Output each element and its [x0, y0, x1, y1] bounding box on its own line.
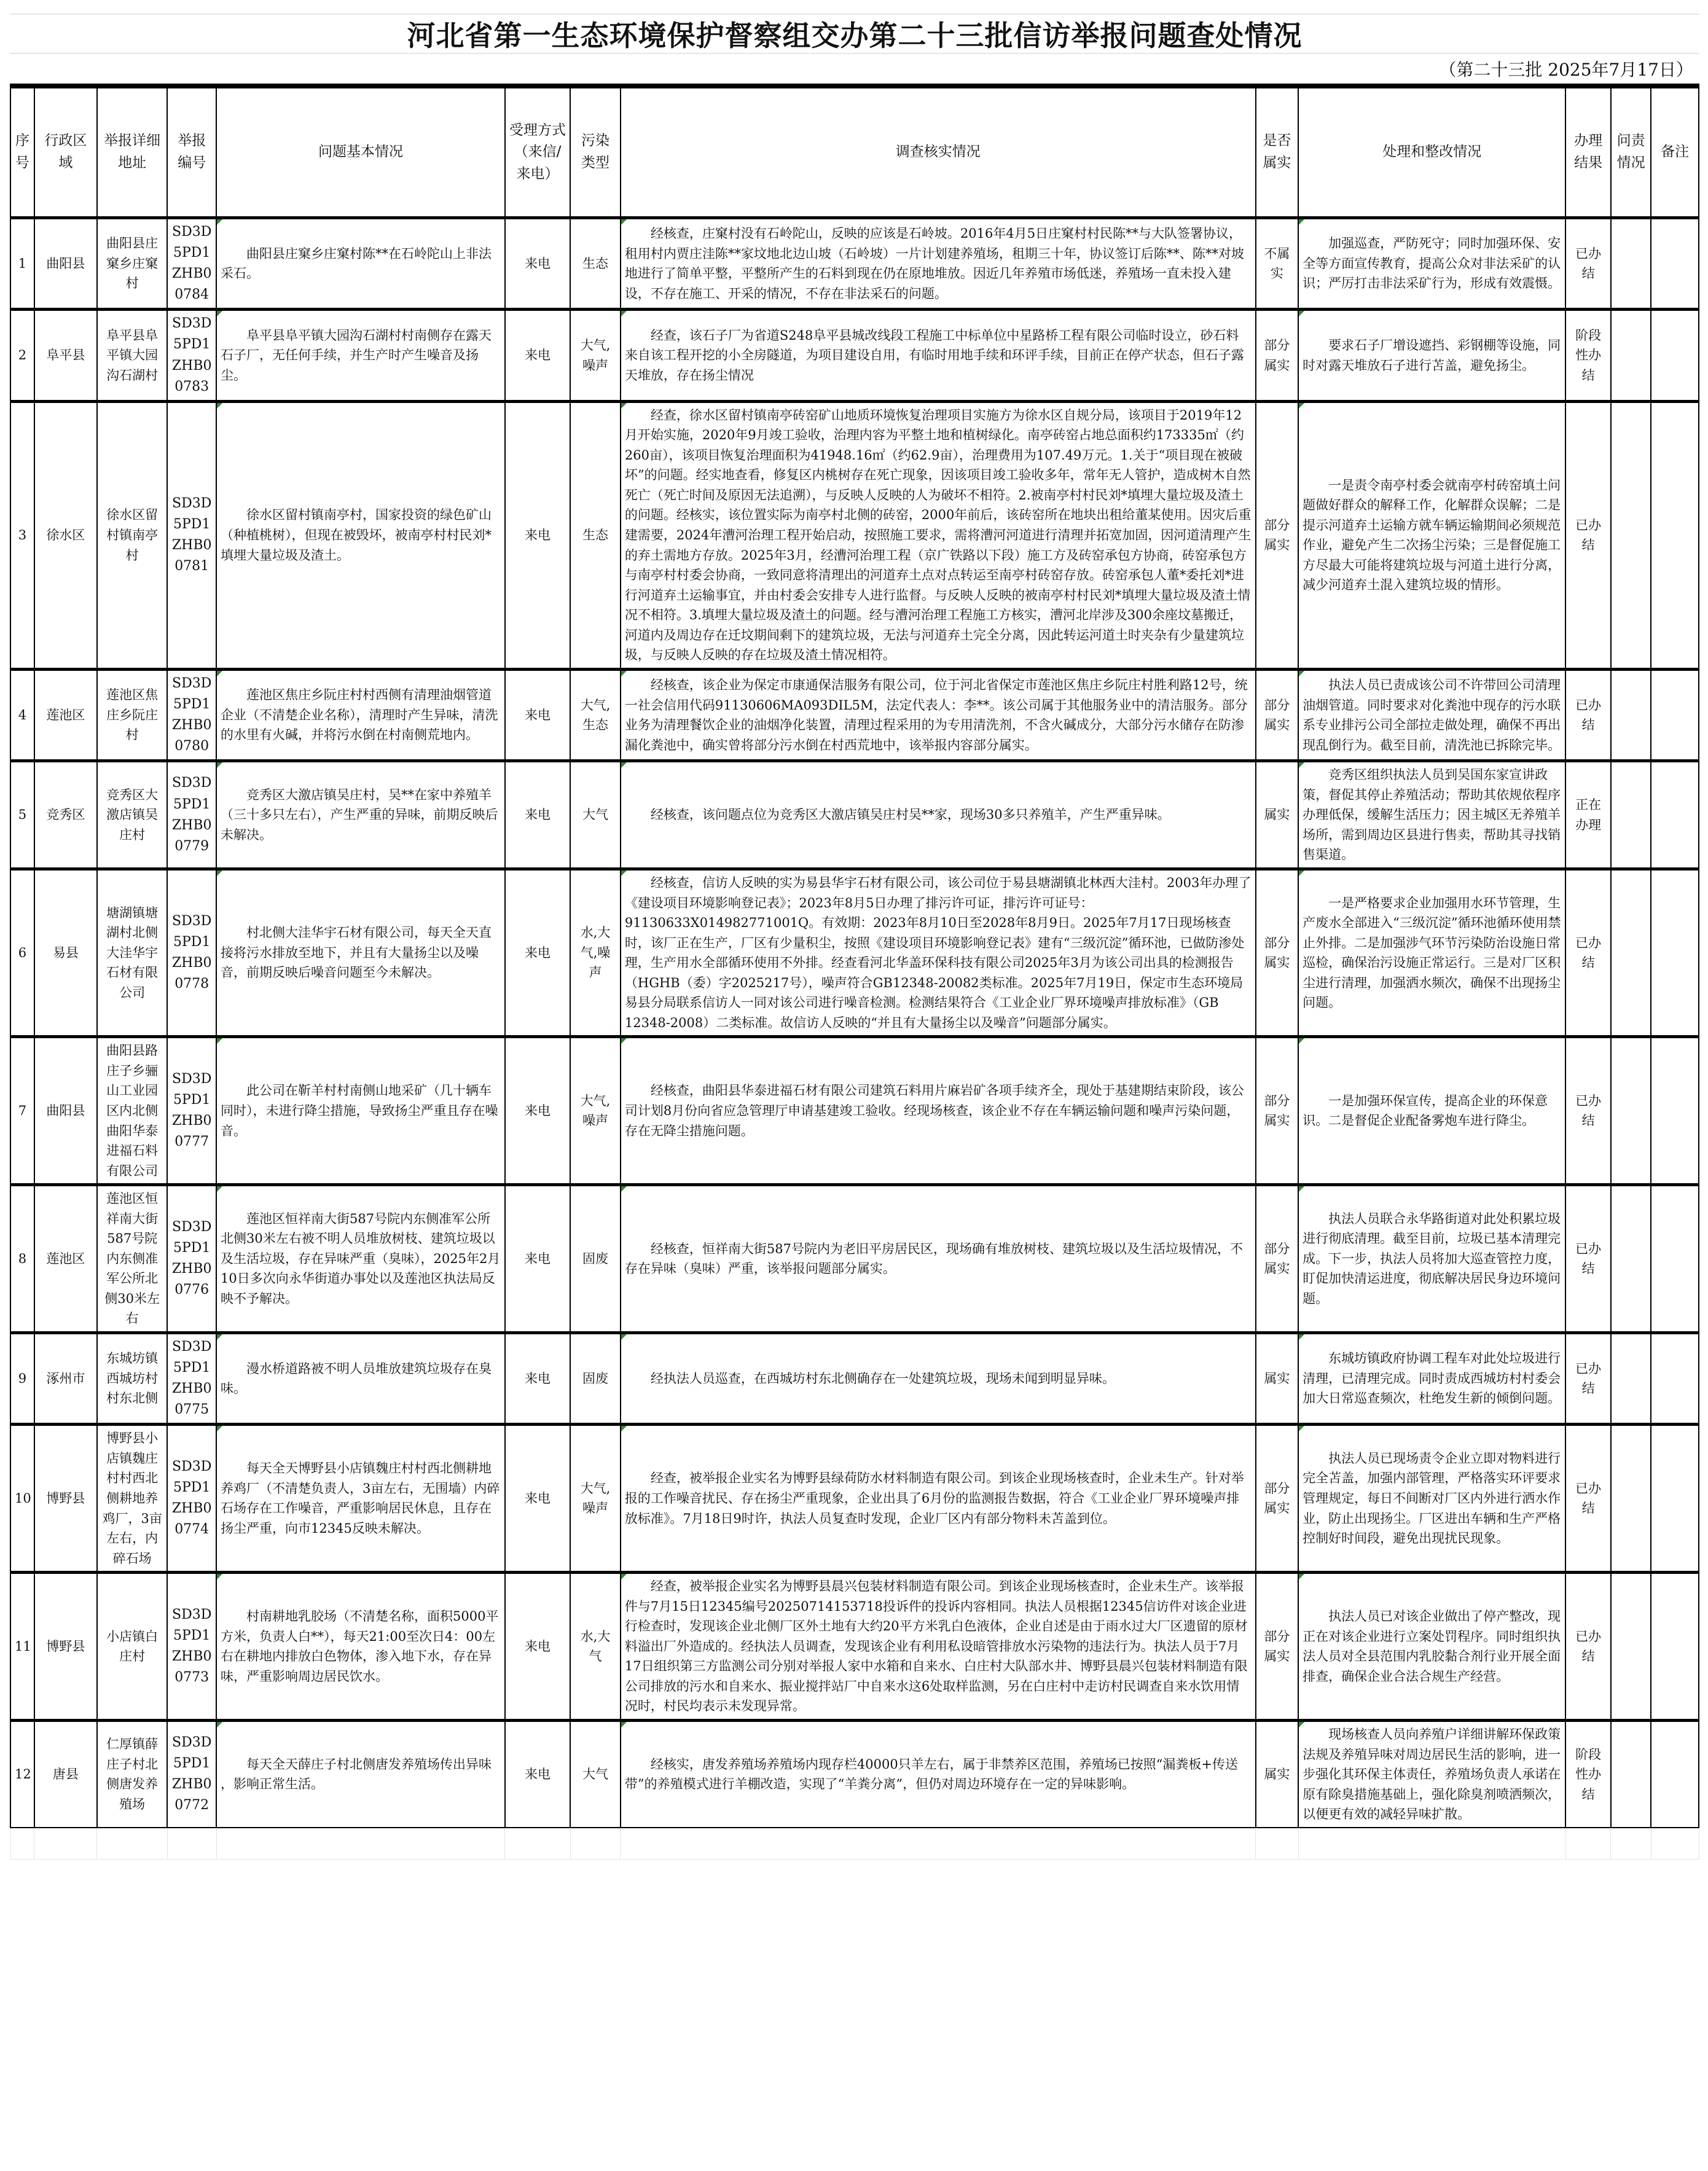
empty-cell	[1256, 1828, 1298, 1860]
cell-code: SD3D5PD1ZHB00783	[167, 310, 216, 401]
table-row	[10, 1573, 1699, 1721]
cell-region: 阜平县	[34, 310, 97, 401]
table-row	[10, 1425, 1699, 1573]
cell-verified: 不属实	[1256, 218, 1298, 310]
cell-no: 4	[10, 669, 34, 761]
cell-no: 12	[10, 1721, 34, 1828]
cell-channel: 来电	[505, 401, 570, 669]
cell-accountability	[1611, 1573, 1651, 1721]
cell-remarks	[1651, 1037, 1699, 1185]
cell-investigation: 经查，被举报企业实名为博野县晨兴包装材料制造有限公司。到该企业现场核查时，企业未生产。该举报件与7月15日12345编号20250714153718投诉件的投诉内容相同。执法人员根据12345信访件对该企业进行检查时，发现该企业北侧厂区外土地有大约20平方米乳白色液体，企业自述是由于雨水过大厂区遗留的原材料溢出厂外造成的。经执法人员调查，发现该企业有利用私设暗管排放水污染物的违法行为。执法人员于7月17日组织第三方监测公司分别对举报人家中水箱和自来水、白庄村大队部水井、博野县晨兴包装材料制造有限公司排放的污水和自来水、振业搅拌站厂中自来水这6处取样监测，另在白庄村中走访村民调查自来水饮用情况时，村民均表示未发现异常。	[621, 1573, 1256, 1721]
cell-remarks	[1651, 1721, 1699, 1828]
cell-problem: 每天全天博野县小店镇魏庄村村西北侧耕地养鸡厂（不清楚负责人，3亩左右，无围墙）内碎石场存在工作噪音，严重影响居民休息，且存在扬尘严重，向市12345反映未解决。	[216, 1425, 505, 1573]
cell-address: 阜平县阜平镇大园沟石湖村	[97, 310, 167, 401]
empty-cell	[34, 1828, 97, 1860]
cell-pollution: 大气	[570, 1721, 621, 1828]
table-row	[10, 310, 1699, 401]
cell-investigation: 经核实，唐发养殖场养殖场内现存栏40000只羊左右，属于非禁养区范围，养殖场已按照“漏粪板+传送带”的养殖模式进行羊棚改造，实现了“羊粪分离”，但仍对周边环境存在一定的异味影响。	[621, 1721, 1256, 1828]
table-row	[10, 1333, 1699, 1425]
cell-region: 莲池区	[34, 669, 97, 761]
cell-problem: 莲池区恒祥南大街587号院内东侧准军公所北侧30米左右被不明人员堆放树枝、建筑垃圾以及生活垃圾，存在异味严重（臭味），2025年2月10日多次向永华街道办事处以及莲池区执法局反映不予解决。	[216, 1185, 505, 1333]
cell-problem: 徐水区留村镇南亭村，国家投资的绿色矿山（种植桃树），但现在被毁坏，被南亭村村民刘*填埋大量垃圾及渣土。	[216, 401, 505, 669]
cell-verified: 属实	[1256, 761, 1298, 869]
cell-code: SD3D5PD1ZHB00773	[167, 1573, 216, 1721]
cell-channel: 来电	[505, 1185, 570, 1333]
cell-region: 唐县	[34, 1721, 97, 1828]
empty-cell	[1565, 1828, 1611, 1860]
header-address: 举报详细地址	[97, 88, 167, 218]
cell-code: SD3D5PD1ZHB00784	[167, 218, 216, 310]
cell-handling: 加强巡查，严防死守；同时加强环保、安全等方面宣传教育，提高公众对非法采矿的认识；严厉打击非法采矿行为，形成有效震慑。	[1298, 218, 1565, 310]
empty-cell	[1298, 1828, 1565, 1860]
cell-remarks	[1651, 1185, 1699, 1333]
cell-verified: 部分属实	[1256, 1425, 1298, 1573]
cell-result: 已办结	[1565, 401, 1611, 669]
empty-row	[10, 1828, 1699, 1860]
cell-investigation: 经核查，信访人反映的实为易县华宇石材有限公司，该公司位于易县塘湖镇北林西大洼村。2003年办理了《建设项目环境影响登记表》；2023年8月5日办理了排污许可证，排污许可证号：91130633X014982771001Q。有效期：2023年8月10日至2028年8月9日。2025年7月17日现场核查时，该厂正在生产，厂区有少量积尘，按照《建设项目环境影响登记表》建有“三级沉淀”循环池，已做防渗处理，生产用水全部循环使用不外排。经查看河北华盖环保科技有限公司2025年3月为该公司出具的检测报告（HGHB（委）字2025217号），噪声符合GB12348-20082类标准。2025年7月19日，保定市生态环境局易县分局联系信访人一同对该公司进行噪音检测。检测结果符合《工业企业厂界环境噪声排放标准》（GB 12348-2008）二类标准。故信访人反映的“并且有大量扬尘以及噪音”问题部分属实。	[621, 869, 1256, 1036]
cell-investigation: 经查，徐水区留村镇南亭砖窑矿山地质环境恢复治理项目实施方为徐水区自规分局，该项目于2019年12月开始实施，2020年9月竣工验收，治理内容为平整土地和植树绿化。南亭砖窑占地总面积约173335㎡（约260亩），该项目恢复治理面积为41948.16㎡（约62.9亩），治理费用为107.49万元。1.关于“项目现在被破坏”的问题。经实地查看，修复区内桃树存在死亡现象，因该项目竣工验收多年，常年无人管护，造成树木自然死亡（死亡时间及原因无法追溯），与反映人反映的人为破坏不相符。2.被南亭村村民刘*填埋大量垃圾及渣土的问题。经核实，该位置实际为南亭村北侧的砖窑，2000年前后，该砖窑所在地块出租给董某使用。因灾后重建需要，2024年漕河治理工程开始启动，按照施工要求，需将漕河河道进行清理并拓宽加固，因河道清理产生的弃土需地方存放。2025年3月，经漕河治理工程（京广铁路以下段）施工方及砖窑承包方协商，砖窑承包方与南亭村村委会协商，一致同意将清理出的河道弃土点对点转运至南亭村砖窑存放。砖窑承包人董*委托刘*进行河道弃土运输事宜，并由村委会安排专人进行监督。与反映人反映的被南亭村村民刘*填埋大量垃圾及渣土情况不相符。3.填埋大量垃圾及渣土的问题。经与漕河治理工程施工方核实，漕河北岸涉及300余座坟墓搬迁，河道内及周边存在迁坟期间剩下的建筑垃圾，无法与河道弃土完全分离，因此转运河道土时夹杂有少量建筑垃圾，与反映人反映的存在垃圾及渣土情况相符。	[621, 401, 1256, 669]
empty-cell	[621, 1828, 1256, 1860]
cell-region: 博野县	[34, 1573, 97, 1721]
cell-channel: 来电	[505, 869, 570, 1036]
cell-no: 3	[10, 401, 34, 669]
cell-investigation: 经查，该石子厂为省道S248阜平县城改线段工程施工中标单位中星路桥工程有限公司临时设立，砂石料来自该工程开挖的小全房隧道，为项目建设自用，有临时用地手续和环评手续，目前正在停产状态，但石子露天堆放，存在扬尘情况	[621, 310, 1256, 401]
cell-handling: 竞秀区组织执法人员到吴国东家宣讲政策，督促其停止养殖活动；帮助其依规依程序办理低保，缓解生活压力；因主城区无养殖羊场所，需到周边区县进行售卖，帮助其寻找销售渠道。	[1298, 761, 1565, 869]
cell-no: 11	[10, 1573, 34, 1721]
cell-verified: 部分属实	[1256, 669, 1298, 761]
table-row	[10, 869, 1699, 1036]
cell-code: SD3D5PD1ZHB00780	[167, 669, 216, 761]
cell-address: 曲阳县路庄子乡骊山工业园区内北侧曲阳华泰进福石料有限公司	[97, 1037, 167, 1185]
cell-no: 7	[10, 1037, 34, 1185]
cell-code: SD3D5PD1ZHB00777	[167, 1037, 216, 1185]
cell-region: 竞秀区	[34, 761, 97, 869]
cell-pollution: 生态	[570, 401, 621, 669]
cell-accountability	[1611, 1721, 1651, 1828]
cell-no: 2	[10, 310, 34, 401]
cell-problem: 阜平县阜平镇大园沟石湖村村南侧存在露天石子厂，无任何手续，并生产时产生噪音及扬尘。	[216, 310, 505, 401]
cell-handling: 执法人员已责成该公司不许带回公司清理油烟管道。同时要求对化粪池中现存的污水联系专业排污公司全部拉走做处理，确保不再出现乱倒行为。截至目前，清洗池已拆除完毕。	[1298, 669, 1565, 761]
table-row	[10, 1721, 1699, 1828]
cell-accountability	[1611, 1425, 1651, 1573]
cell-handling: 一是严格要求企业加强用水环节管理，生产废水全部进入“三级沉淀”循环池循环使用禁止外排。二是加强涉气环节污染防治设施日常巡检，确保治污设施正常运行。三是对厂区积尘进行清理，加强洒水频次，确保不出现扬尘问题。	[1298, 869, 1565, 1036]
empty-cell	[1651, 1828, 1699, 1860]
cell-problem: 曲阳县庄窠乡庄窠村陈**在石岭陀山上非法采石。	[216, 218, 505, 310]
table-row	[10, 669, 1699, 761]
cell-problem: 漫水桥道路被不明人员堆放建筑垃圾存在臭味。	[216, 1333, 505, 1425]
cell-remarks	[1651, 869, 1699, 1036]
cell-region: 曲阳县	[34, 1037, 97, 1185]
cell-investigation: 经核查，恒祥南大街587号院内为老旧平房居民区，现场确有堆放树枝、建筑垃圾以及生活垃圾情况，不存在异味（臭味）严重，该举报问题部分属实。	[621, 1185, 1256, 1333]
cell-address: 小店镇白庄村	[97, 1573, 167, 1721]
cell-verified: 部分属实	[1256, 869, 1298, 1036]
cell-address: 曲阳县庄窠乡庄窠村	[97, 218, 167, 310]
cell-handling: 东城坊镇政府协调工程车对此处垃圾进行清理，已清理完成。同时责成西城坊村村委会加大日常巡查频次，杜绝发生新的倾倒问题。	[1298, 1333, 1565, 1425]
cell-pollution: 固废	[570, 1185, 621, 1333]
cell-address: 莲池区焦庄乡阮庄村	[97, 669, 167, 761]
cell-pollution: 大气,噪声	[570, 1425, 621, 1573]
cell-problem: 竞秀区大激店镇吴庄村，吴**在家中养殖羊（三十多只左右），产生严重的异味，前期反映后未解决。	[216, 761, 505, 869]
cell-accountability	[1611, 761, 1651, 869]
cell-no: 5	[10, 761, 34, 869]
cell-accountability	[1611, 1333, 1651, 1425]
cell-result: 阶段性办结	[1565, 310, 1611, 401]
cell-address: 博野县小店镇魏庄村村西北侧耕地养鸡厂，3亩左右，内碎石场	[97, 1425, 167, 1573]
cell-handling: 一是责令南亭村委会就南亭村砖窑填土问题做好群众的解释工作，化解群众误解；二是提示河道弃土运输方就车辆运输期间必须规范作业，避免产生二次扬尘污染；三是督促施工方尽最大可能将建筑垃圾与河道土进行分离，减少河道弃土混入建筑垃圾的情形。	[1298, 401, 1565, 669]
cell-verified: 部分属实	[1256, 401, 1298, 669]
cell-problem: 每天全天薛庄子村北侧唐发养殖场传出异味 ，影响正常生活。	[216, 1721, 505, 1828]
cell-remarks	[1651, 1425, 1699, 1573]
cell-code: SD3D5PD1ZHB00781	[167, 401, 216, 669]
cell-investigation: 经核查，该企业为保定市康通保洁服务有限公司，位于河北省保定市莲池区焦庄乡阮庄村胜利路12号，统一社会信用代码91130606MA093DIL5M，法定代表人：李**。该公司属于其他服务业中的清洁服务。部分业务为清理餐饮企业的油烟净化装置，清理过程采用的为专用清洗剂，不含火碱成分，大部分污水储存在防渗漏化粪池中，确实曾将部分污水倒在村西荒地中，该举报内容部分属实。	[621, 669, 1256, 761]
cell-no: 6	[10, 869, 34, 1036]
cell-code: SD3D5PD1ZHB00776	[167, 1185, 216, 1333]
cell-channel: 来电	[505, 761, 570, 869]
cell-channel: 来电	[505, 310, 570, 401]
cell-investigation: 经核查，曲阳县华泰进福石材有限公司建筑石料用片麻岩矿各项手续齐全，现处于基建期结束阶段，该公司计划8月份向省应急管理厅申请基建竣工验收。经现场核查，该企业不存在车辆运输问题和噪声污染问题，存在无降尘措施问题。	[621, 1037, 1256, 1185]
cell-code: SD3D5PD1ZHB00778	[167, 869, 216, 1036]
cell-region: 易县	[34, 869, 97, 1036]
table-row	[10, 401, 1699, 669]
cell-problem: 此公司在靳羊村村南侧山地采矿（几十辆车同时），未进行降尘措施，导致扬尘严重且存在噪音。	[216, 1037, 505, 1185]
cell-problem: 莲池区焦庄乡阮庄村村西侧有清理油烟管道企业（不清楚企业名称），清理时产生异味，清洗的水里有火碱，并将污水倒在村南侧荒地内。	[216, 669, 505, 761]
cell-pollution: 固废	[570, 1333, 621, 1425]
page-title: 河北省第一生态环境保护督察组交办第二十三批信访举报问题查处情况	[10, 14, 1699, 54]
header-channel: 受理方式（来信/来电）	[505, 88, 570, 218]
cell-remarks	[1651, 1333, 1699, 1425]
cell-accountability	[1611, 310, 1651, 401]
cell-channel: 来电	[505, 1573, 570, 1721]
empty-cell	[167, 1828, 216, 1860]
cell-result: 已办结	[1565, 1425, 1611, 1573]
table-row	[10, 1185, 1699, 1333]
table-row	[10, 761, 1699, 869]
empty-cell	[216, 1828, 505, 1860]
empty-cell	[1611, 1828, 1651, 1860]
cell-investigation: 经核查，庄窠村没有石岭陀山，反映的应该是石岭坡。2016年4月5日庄窠村村民陈**与大队签署协议，租用村内贾庄洼陈**家坟地北边山坡（石岭坡）一片计划建养殖场，租期三十年，协议签订后陈**、陈**对坡地进行了简单平整，平整所产生的石料到现在仍在原地堆放。因近几年养殖市场低迷，养殖场一直未投入建设，不存在施工、开采的情况，不存在非法采石的问题。	[621, 218, 1256, 310]
header-region: 行政区域	[34, 88, 97, 218]
cell-verified: 属实	[1256, 1333, 1298, 1425]
header-verified: 是否属实	[1256, 88, 1298, 218]
cell-handling: 一是加强环保宣传，提高企业的环保意识。二是督促企业配备雾炮车进行降尘。	[1298, 1037, 1565, 1185]
cell-pollution: 大气	[570, 761, 621, 869]
cell-channel: 来电	[505, 1037, 570, 1185]
cell-result: 已办结	[1565, 1185, 1611, 1333]
cell-address: 徐水区留村镇南亭村	[97, 401, 167, 669]
cell-address: 仁厚镇薛庄子村北侧唐发养殖场	[97, 1721, 167, 1828]
cell-pollution: 大气,噪声	[570, 310, 621, 401]
cell-accountability	[1611, 1185, 1651, 1333]
cell-channel: 来电	[505, 669, 570, 761]
cell-region: 徐水区	[34, 401, 97, 669]
cell-address: 塘湖镇塘湖村北侧大洼华宇石材有限公司	[97, 869, 167, 1036]
cell-remarks	[1651, 761, 1699, 869]
header-handling: 处理和整改情况	[1298, 88, 1565, 218]
table-header-row	[10, 88, 1699, 218]
cell-region: 曲阳县	[34, 218, 97, 310]
cell-pollution: 大气,生态	[570, 669, 621, 761]
cell-code: SD3D5PD1ZHB00779	[167, 761, 216, 869]
cell-region: 莲池区	[34, 1185, 97, 1333]
header-code: 举报编号	[167, 88, 216, 218]
cell-accountability	[1611, 1037, 1651, 1185]
cell-channel: 来电	[505, 1721, 570, 1828]
cell-result: 已办结	[1565, 669, 1611, 761]
table-row	[10, 218, 1699, 310]
cell-region: 博野县	[34, 1425, 97, 1573]
empty-cell	[505, 1828, 570, 1860]
table-row	[10, 1037, 1699, 1185]
header-problem: 问题基本情况	[216, 88, 505, 218]
cell-verified: 部分属实	[1256, 310, 1298, 401]
cell-code: SD3D5PD1ZHB00775	[167, 1333, 216, 1425]
cell-accountability	[1611, 218, 1651, 310]
header-investigation: 调查核实情况	[621, 88, 1256, 218]
cell-remarks	[1651, 218, 1699, 310]
empty-cell	[10, 1828, 34, 1860]
cell-verified: 部分属实	[1256, 1037, 1298, 1185]
cell-handling: 执法人员联合永华路街道对此处积累垃圾进行彻底清理。截至目前，垃圾已基本清理完成。下一步，执法人员将加大巡查管控力度，盯促加快清运进度，彻底解决居民身边环境问题。	[1298, 1185, 1565, 1333]
batch-date-subtitle: （第二十三批 2025年7月17日）	[10, 54, 1699, 87]
cell-problem: 村北侧大洼华宇石材有限公司，每天全天直接将污水排放至地下，并且有大量扬尘以及噪音，前期反映后噪音问题至今未解决。	[216, 869, 505, 1036]
cell-channel: 来电	[505, 1333, 570, 1425]
cell-result: 已办结	[1565, 1037, 1611, 1185]
header-result: 办理结果	[1565, 88, 1611, 218]
cell-pollution: 大气,噪声	[570, 1037, 621, 1185]
cell-investigation: 经核查，该问题点位为竞秀区大激店镇吴庄村吴**家，现场30多只养殖羊，产生严重异味。	[621, 761, 1256, 869]
cell-handling: 执法人员已对该企业做出了停产整改，现正在对该企业进行立案处罚程序。同时组织执法人员对全县范围内乳胶黏合剂行业开展全面排查，确保企业合法合规生产经营。	[1298, 1573, 1565, 1721]
cell-verified: 部分属实	[1256, 1573, 1298, 1721]
cell-remarks	[1651, 310, 1699, 401]
table-body	[10, 218, 1699, 1860]
header-remarks: 备注	[1651, 88, 1699, 218]
cell-pollution: 生态	[570, 218, 621, 310]
cell-result: 已办结	[1565, 218, 1611, 310]
cell-remarks	[1651, 401, 1699, 669]
cell-remarks	[1651, 1573, 1699, 1721]
cell-code: SD3D5PD1ZHB00772	[167, 1721, 216, 1828]
cell-result: 已办结	[1565, 1573, 1611, 1721]
cell-code: SD3D5PD1ZHB00774	[167, 1425, 216, 1573]
header-accountability: 问责情况	[1611, 88, 1651, 218]
cell-verified: 部分属实	[1256, 1185, 1298, 1333]
cell-channel: 来电	[505, 1425, 570, 1573]
cell-accountability	[1611, 669, 1651, 761]
cell-accountability	[1611, 401, 1651, 669]
cell-handling: 要求石子厂增设遮挡、彩钢棚等设施，同时对露天堆放石子进行苫盖，避免扬尘。	[1298, 310, 1565, 401]
cell-verified: 属实	[1256, 1721, 1298, 1828]
cell-address: 莲池区恒祥南大街587号院内东侧准军公所北侧30米左右	[97, 1185, 167, 1333]
cell-region: 涿州市	[34, 1333, 97, 1425]
cell-result: 已办结	[1565, 1333, 1611, 1425]
cell-no: 9	[10, 1333, 34, 1425]
cell-pollution: 水,大气	[570, 1573, 621, 1721]
header-pollution: 污染类型	[570, 88, 621, 218]
cell-result: 正在办理	[1565, 761, 1611, 869]
report-table	[10, 87, 1699, 1860]
cell-investigation: 经查，被举报企业实名为博野县绿荷防水材料制造有限公司。到该企业现场核查时，企业未生产。针对举报的工作噪音扰民、存在扬尘严重现象，企业出具了6月份的监测报告数据，符合《工业企业厂界环境噪声排放标准》。7月18日9时许，执法人员复查时发现，企业厂区内有部分物料未苫盖到位。	[621, 1425, 1256, 1573]
cell-result: 已办结	[1565, 869, 1611, 1036]
empty-cell	[97, 1828, 167, 1860]
cell-result: 阶段性办结	[1565, 1721, 1611, 1828]
cell-handling: 现场核查人员向养殖户详细讲解环保政策法规及养殖异味对周边居民生活的影响，进一步强化其环保主体责任，养殖场负责人承诺在原有除臭措施基础上，强化除臭剂喷洒频次，以便更有效的减轻异味扩散。	[1298, 1721, 1565, 1828]
cell-no: 1	[10, 218, 34, 310]
cell-remarks	[1651, 669, 1699, 761]
empty-cell	[570, 1828, 621, 1860]
cell-accountability	[1611, 869, 1651, 1036]
cell-handling: 执法人员已现场责令企业立即对物料进行完全苫盖，加强内部管理，严格落实环评要求管理规定，每日不间断对厂区内外进行洒水作业，防止出现扬尘。厂区进出车辆和生产严格控制好时间段，避免出现扰民现象。	[1298, 1425, 1565, 1573]
cell-no: 10	[10, 1425, 34, 1573]
cell-no: 8	[10, 1185, 34, 1333]
cell-channel: 来电	[505, 218, 570, 310]
cell-address: 东城坊镇西城坊村村东北侧	[97, 1333, 167, 1425]
cell-address: 竞秀区大激店镇吴庄村	[97, 761, 167, 869]
header-no: 序号	[10, 88, 34, 218]
cell-pollution: 水,大气,噪声	[570, 869, 621, 1036]
report-sheet	[10, 14, 1699, 1860]
cell-investigation: 经执法人员巡查，在西城坊村东北侧确存在一处建筑垃圾，现场未闻到明显异味。	[621, 1333, 1256, 1425]
cell-problem: 村南耕地乳胶场（不清楚名称，面积5000平方米，负责人白**），每天21:00至次日4：00左右在耕地内排放白色物体，渗入地下水，存在异味，严重影响周边居民饮水。	[216, 1573, 505, 1721]
